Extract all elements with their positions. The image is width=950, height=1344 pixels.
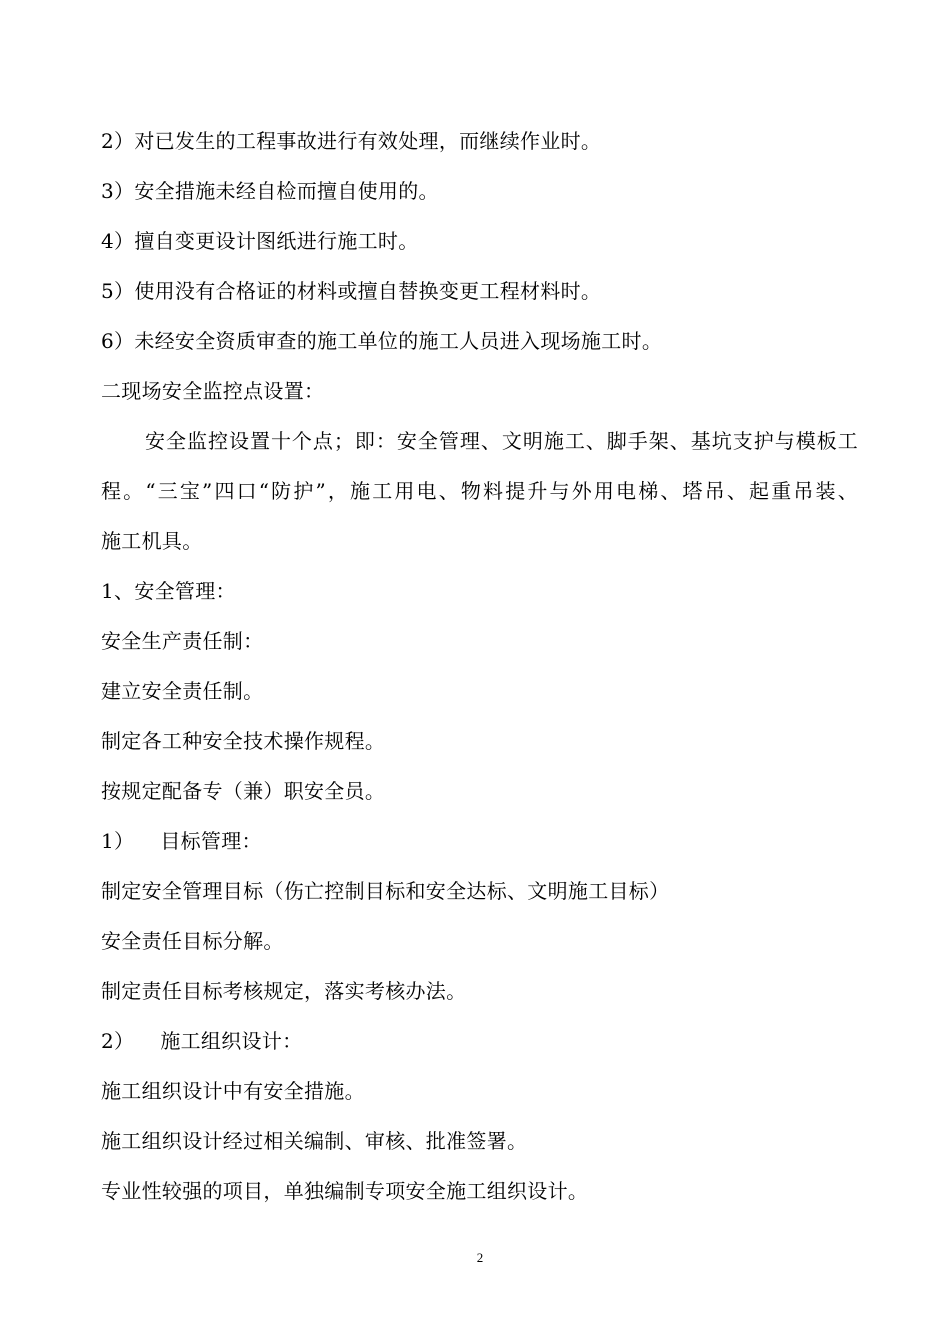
paragraph-line: 安全监控设置十个点；即：安全管理、文明施工、脚手架、基坑支护与模板工: [145, 429, 858, 453]
paragraph-line: 3）安全措施未经自检而擅自使用的。: [101, 179, 439, 203]
subsection-heading: 1、安全管理：: [101, 579, 236, 603]
paragraph-line: 施工组织设计中有安全措施。: [101, 1079, 365, 1103]
paragraph-line: 制定责任目标考核规定，落实考核办法。: [101, 979, 467, 1003]
paragraph-line: 2）对已发生的工程事故进行有效处理，而继续作业时。: [101, 129, 602, 153]
numbered-heading: [101, 1029, 302, 1053]
paragraph-line: 建立安全责任制。: [101, 679, 264, 703]
section-heading: 二现场安全监控点设置：: [101, 379, 325, 403]
list-heading-text: 目标管理：: [160, 829, 262, 853]
paragraph-line: 程。“三宝”四口“防护”，施工用电、物料提升与外用电梯、塔吊、起重吊装、: [101, 479, 858, 503]
paragraph-line: 施工机具。: [101, 529, 203, 553]
paragraph-line: 制定安全管理目标（伤亡控制目标和安全达标、文明施工目标）: [101, 879, 670, 903]
paragraph-line: 安全责任目标分解。: [101, 929, 284, 953]
paragraph-line: 施工组织设计经过相关编制、审核、批准签署。: [101, 1129, 528, 1153]
list-number: 2）: [101, 1029, 135, 1053]
page-number: 2: [476, 1250, 484, 1265]
paragraph-line: 按规定配备专（兼）职安全员。: [101, 779, 386, 803]
numbered-heading: [101, 829, 262, 853]
paragraph-line: 专业性较强的项目，单独编制专项安全施工组织设计。: [101, 1179, 589, 1203]
paragraph-line: 制定各工种安全技术操作规程。: [101, 729, 386, 753]
paragraph-line: 安全生产责任制：: [101, 629, 264, 653]
paragraph-line: 6）未经安全资质审查的施工单位的施工人员进入现场施工时。: [101, 329, 663, 353]
paragraph-line: 5）使用没有合格证的材料或擅自替换变更工程材料时。: [101, 279, 602, 303]
paragraph-line: 4）擅自变更设计图纸进行施工时。: [101, 229, 419, 253]
list-number: 1）: [101, 829, 135, 853]
list-heading-text: 施工组织设计：: [160, 1029, 303, 1053]
